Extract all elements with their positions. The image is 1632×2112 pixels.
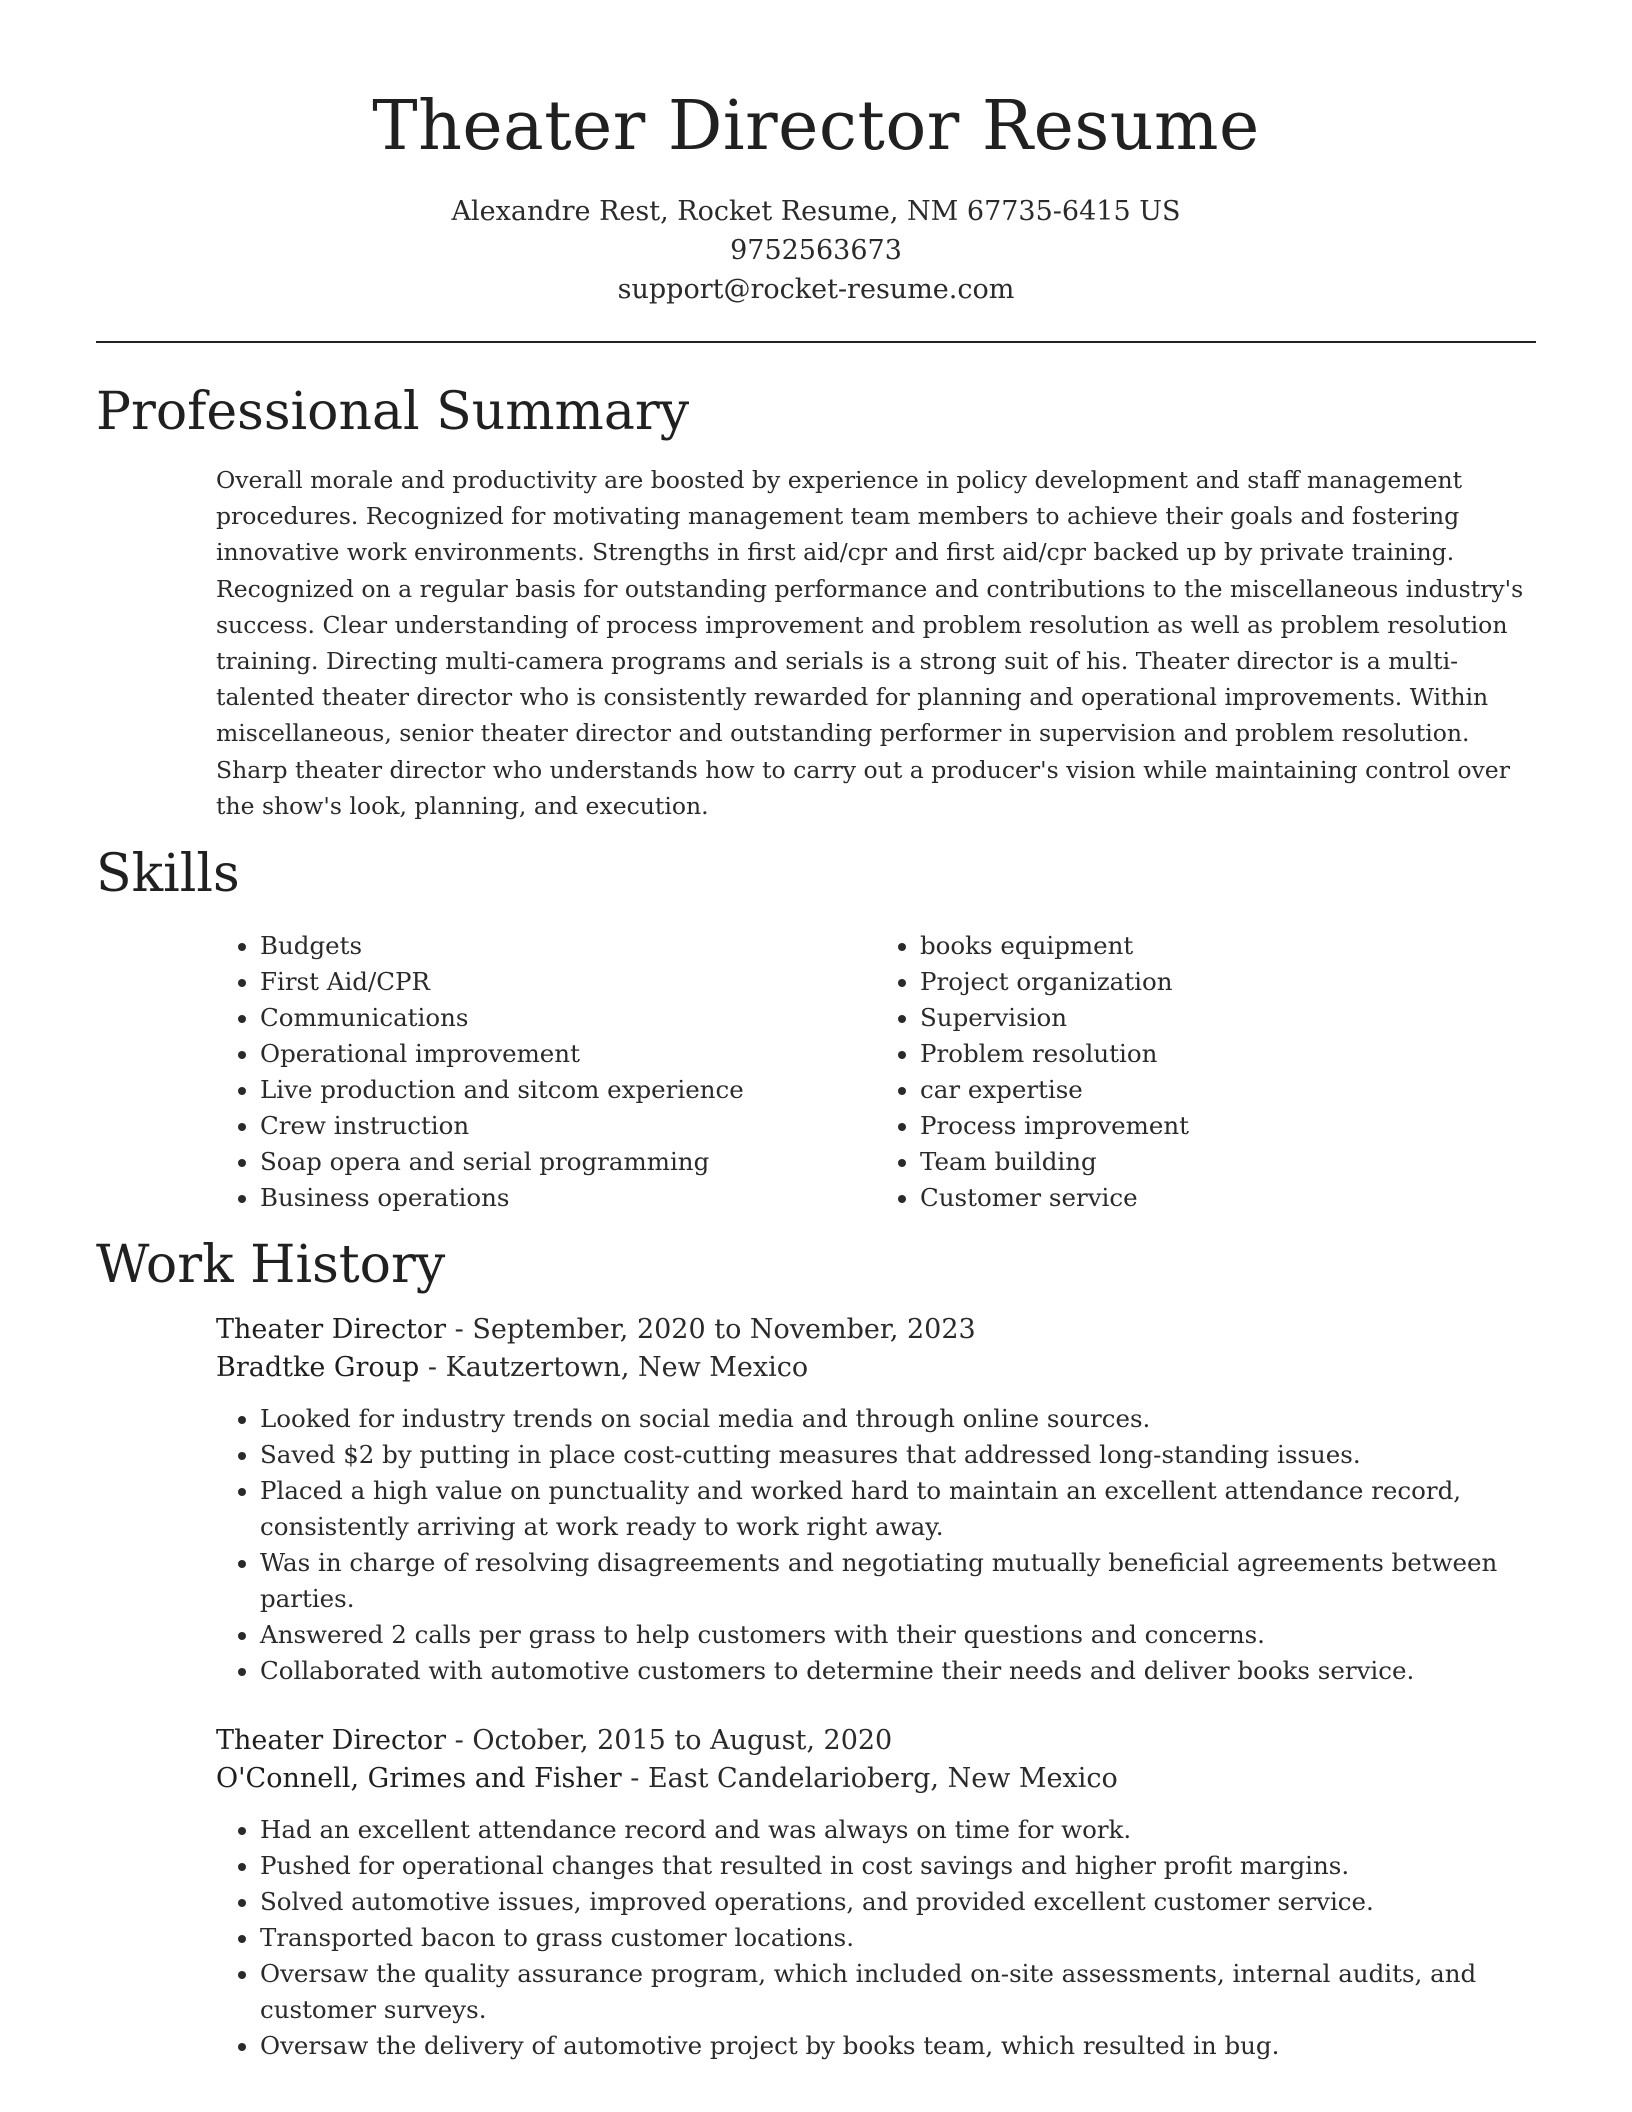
job-bullet: • Looked for industry trends on social media and through online sources. xyxy=(260,1401,1546,1437)
skill-item: • books equipment xyxy=(920,928,1536,964)
contact-block xyxy=(0,192,1632,309)
job-dates: - October, 2015 to August, 2020 xyxy=(446,1725,893,1756)
job-location: - East Candelarioberg, New Mexico xyxy=(621,1763,1118,1794)
job-bullet: • Placed a high value on punctuality and worked hard to maintain an excellent attendance record, consistently arriving at work ready to work right away. xyxy=(260,1473,1546,1545)
skill-item: • First Aid/CPR xyxy=(260,964,876,1000)
skill-item: • Live production and sitcom experience xyxy=(260,1072,876,1108)
job-title: Theater Director xyxy=(216,1725,447,1756)
job-bullet: • Was in charge of resolving disagreements and negotiating mutually beneficial agreements between parties. xyxy=(260,1545,1546,1617)
job-company: O'Connell, Grimes and Fisher xyxy=(216,1763,622,1794)
contact-phone: 9752563673 xyxy=(730,235,902,266)
job-bullet: • Collaborated with automotive customers to determine their needs and deliver books service. xyxy=(260,1653,1546,1689)
job-bullet: • Saved $2 by putting in place cost-cutting measures that addressed long-standing issues. xyxy=(260,1437,1546,1473)
job-entry xyxy=(216,1311,1546,1689)
work-history-heading: Work History xyxy=(96,1235,446,1295)
skill-item: • Process improvement xyxy=(920,1108,1536,1144)
job-company-line xyxy=(216,1349,1546,1387)
job-location: - Kautzertown, New Mexico xyxy=(419,1352,809,1383)
skills-column-left xyxy=(216,928,876,1216)
skill-item: • car expertise xyxy=(920,1072,1536,1108)
summary-heading: Professional Summary xyxy=(96,382,690,442)
skill-item: • Crew instruction xyxy=(260,1108,876,1144)
resume-title: Theater Director Resume xyxy=(372,87,1260,166)
header-divider xyxy=(96,341,1536,343)
job-bullets xyxy=(216,1812,1546,2064)
job-bullet: • Pushed for operational changes that resulted in cost savings and higher profit margins. xyxy=(260,1848,1546,1884)
skill-item: • Operational improvement xyxy=(260,1036,876,1072)
job-title: Theater Director xyxy=(216,1314,447,1345)
summary-text: Overall morale and productivity are boosted by experience in policy development and staff management procedures. Recognized for motivating management team members to achieve their goals and fostering innovative work environments. Strengths in first aid/cpr and first aid/cpr backed up by private training. Recognized on a regular basis for outstanding performance and contributions to the miscellaneous industry's success. Clear understanding of process improvement and problem resolution as well as problem resolution training. Directing multi-camera programs and serials is a strong suit of his. Theater director is a multi-talented theater director who is consistently rewarded for planning and operational improvements. Within miscellaneous, senior theater director and outstanding performer in supervision and problem resolution. Sharp theater director who understands how to carry out a producer's vision while maintaining control over the show's look, planning, and execution. xyxy=(216,466,1524,820)
job-bullet: • Solved automotive issues, improved operations, and provided excellent customer service. xyxy=(260,1884,1546,1920)
skill-item: • Business operations xyxy=(260,1180,876,1216)
job-bullet: • Transported bacon to grass customer locations. xyxy=(260,1920,1546,1956)
skill-item: • Soap opera and serial programming xyxy=(260,1144,876,1180)
job-company-line xyxy=(216,1760,1546,1798)
job-title-line xyxy=(216,1722,1546,1760)
skill-item: • Project organization xyxy=(920,964,1536,1000)
job-bullet: • Oversaw the delivery of automotive project by books team, which resulted in bug. xyxy=(260,2028,1546,2064)
job-dates: - September, 2020 to November, 2023 xyxy=(446,1314,976,1345)
job-bullet: • Oversaw the quality assurance program, which included on-site assessments, internal audits, and customer surveys. xyxy=(260,1956,1546,2028)
job-entry xyxy=(216,1722,1546,2064)
contact-address: Alexandre Rest, Rocket Resume, NM 67735-6415 US xyxy=(451,196,1181,227)
job-title-line xyxy=(216,1311,1546,1349)
skill-item: • Communications xyxy=(260,1000,876,1036)
skill-item: • Team building xyxy=(920,1144,1536,1180)
skill-item: • Supervision xyxy=(920,1000,1536,1036)
skills-list xyxy=(216,928,1536,1216)
job-company: Bradtke Group xyxy=(216,1352,420,1383)
job-bullet: • Answered 2 calls per grass to help customers with their questions and concerns. xyxy=(260,1617,1546,1653)
contact-email: support@rocket-resume.com xyxy=(617,274,1015,305)
skills-heading: Skills xyxy=(96,844,240,904)
job-bullets xyxy=(216,1401,1546,1689)
skill-item: • Customer service xyxy=(920,1180,1536,1216)
skill-item: • Problem resolution xyxy=(920,1036,1536,1072)
skills-column-right xyxy=(876,928,1536,1216)
job-bullet: • Had an excellent attendance record and was always on time for work. xyxy=(260,1812,1546,1848)
skill-item: • Budgets xyxy=(260,928,876,964)
